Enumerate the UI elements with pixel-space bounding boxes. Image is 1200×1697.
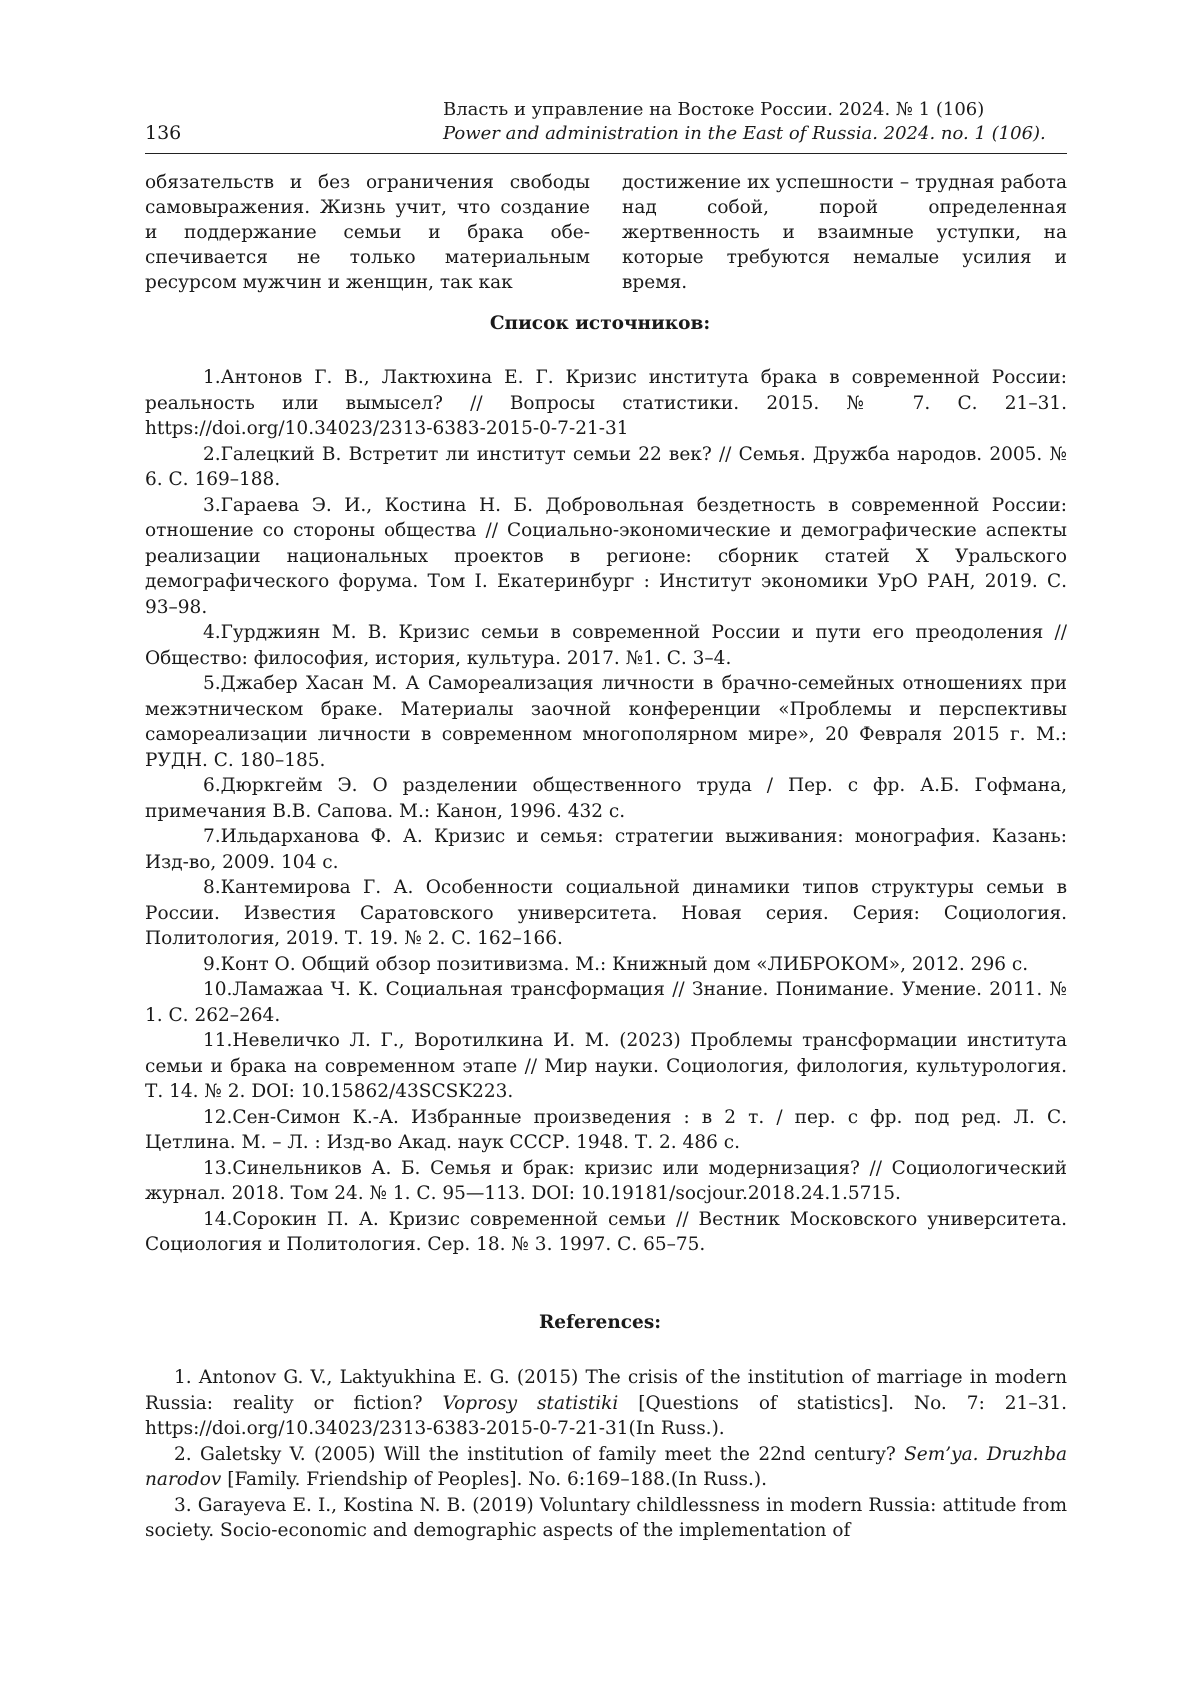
source-text: Гурджиян М. В. Кризис семьи в современной России и пути его преодоления // Общество: философия, история, культура. 2017. №1. С. 3–4.	[145, 622, 1067, 669]
source-number: 13.	[203, 1157, 233, 1179]
header-rule	[145, 153, 1067, 154]
source-text: Кантемирова Г. А. Особенности социальной динамики типов структуры семьи в России. Известия Саратовского университета. Новая серия. Серия: Социология. Политология, 2019. Т. 19. № 2. С. 162–166.	[145, 877, 1067, 949]
intro-right-column: достижение их успешности – трудная работа над собой, порой определенная жертвенность и взаимные уступки, на которые требуются немалые усилия и время.	[622, 172, 1067, 293]
source-item	[145, 671, 1067, 773]
source-number: 1.	[203, 367, 221, 388]
source-number: 2.	[203, 443, 221, 465]
source-text: Дюркгейм Э. О разделении общественного труда / Пер. с фр. А.Б. Гофмана, примечания В.В. Сапова. М.: Канон, 1996. 432 с.	[145, 775, 1067, 822]
source-text: Гараева Э. И., Костина Н. Б. Добровольная бездетность в современной России: отношение со стороны общества // Социально-экономические и демографические аспекты реализации национальных проектов в регионе: сборник статей X Уральского демографического форума. Том I. Екатеринбург : Институт экономики УрО РАН, 2019. С. 93–98.	[145, 494, 1067, 618]
reference-text: 2. Galetsky V. (2005) Will the institution of family meet the 22nd century?	[174, 1443, 905, 1465]
running-header	[443, 98, 1046, 146]
source-item	[145, 1207, 1067, 1258]
source-number: 3.	[203, 494, 221, 516]
references-heading: References:	[538, 1312, 662, 1333]
source-number: 6.	[203, 775, 221, 796]
intro-left-column: обязательств и без ограничения свободы самовыражения. Жизнь учит, что создание и поддержание семьи и брака обеспечивается не только материальным ресурсом мужчин и женщин, так как	[145, 172, 590, 293]
reference-text: 1. Antonov G. V., Laktyukhina E. G. (2015) The crisis of the institution of marriage in modern Russia: reality or fiction?	[145, 1367, 1067, 1414]
journal-title-en: Power and administration in the East of Russia. 2024. no. 1 (106).	[443, 123, 1046, 144]
source-number: 9.	[203, 953, 221, 975]
source-text: Сен-Симон К.-А. Избранные произведения : в 2 т. / пер. с фр. под ред. Л. С. Цетлина. М. – Л. : Изд-во Акад. наук СССР. 1948. Т. 2. 486 с.	[145, 1106, 1067, 1153]
source-number: 12.	[203, 1106, 233, 1128]
source-number: 11.	[203, 1030, 233, 1051]
source-number: 14.	[203, 1208, 233, 1230]
reference-journal: Voprosy statistiki	[442, 1392, 619, 1414]
reference-text-tail: [Family. Friendship of Peoples]. No. 6:169–188.(In Russ.).	[221, 1469, 767, 1490]
source-item	[145, 493, 1067, 621]
source-number: 8.	[203, 877, 221, 898]
source-text: Невеличко Л. Г., Воротилкина И. М. (2023) Проблемы трансформации института семьи и брака на современном этапе // Мир науки. Социология, филология, культурология. Т. 14. № 2. DOI: 10.15862/43SCSK223.	[145, 1030, 1067, 1102]
journal-title-ru: Власть и управление на Востоке России. 2024. № 1 (106)	[443, 99, 985, 120]
page-number: 136	[145, 122, 182, 144]
source-item	[145, 620, 1067, 671]
source-text: Ильдарханова Ф. А. Кризис и семья: стратегии выживания: монография. Казань: Изд-во, 2009. 104 с.	[145, 826, 1067, 873]
reference-text: 3. Garayeva E. I., Kostina N. B. (2019) Voluntary childlessness in modern Russia: attitude from society. Socio-economic and demographic aspects of the implementation of	[145, 1494, 1067, 1541]
source-number: 7.	[203, 826, 221, 847]
reference-item	[145, 1493, 1067, 1544]
sources-list	[145, 365, 1067, 1258]
reference-journal: Sem’ya. Druzhba narodov	[145, 1443, 1067, 1490]
source-item	[145, 875, 1067, 952]
source-text: Синельников А. Б. Семья и брак: кризис или модернизация? // Социологический журнал. 2018. Том 24. № 1. С. 95—113. DOI: 10.19181/socjour.2018.24.1.5715.	[145, 1157, 1067, 1204]
source-number: 10.	[203, 979, 233, 1000]
source-item	[145, 365, 1067, 442]
source-item	[145, 977, 1067, 1028]
source-item	[145, 1156, 1067, 1207]
source-number: 5.	[203, 673, 221, 694]
source-number: 4.	[203, 622, 221, 643]
sources-heading: Список источников:	[489, 313, 711, 334]
intro-columns	[145, 170, 1067, 295]
source-text: Сорокин П. А. Кризис современной семьи // Вестник Московского университета. Социология и Политология. Сер. 18. № 3. 1997. С. 65–75.	[145, 1208, 1067, 1255]
source-item	[145, 1028, 1067, 1105]
source-item	[145, 824, 1067, 875]
source-item	[145, 1105, 1067, 1156]
source-text: Конт О. Общий обзор позитивизма. М.: Книжный дом «ЛИБРОКОМ», 2012. 296 с.	[220, 953, 1029, 975]
source-text: Джабер Хасан М. А Самореализация личности в брачно-семейных отношениях при межэтническом браке. Материалы заочной конференции «Проблемы и перспективы самореализации личности в современном многополярном мире», 20 Февраля 2015 г. М.: РУДН. С. 180–185.	[145, 673, 1067, 771]
source-item	[145, 952, 1067, 978]
source-text: Галецкий В. Встретит ли институт семьи 22 век? // Семья. Дружба народов. 2005. № 6. С. 169–188.	[145, 443, 1067, 490]
reference-text-tail: [Questions of statistics]. No. 7: 21–31. https://doi.org/10.34023/2313-6383-2015-0-7-21-31(In Russ.).	[145, 1392, 1067, 1439]
source-item	[145, 442, 1067, 493]
references-list	[145, 1365, 1067, 1544]
source-text: Ламажаа Ч. К. Социальная трансформация // Знание. Понимание. Умение. 2011. № 1. С. 262–264.	[145, 979, 1067, 1026]
reference-item	[145, 1442, 1067, 1493]
reference-item	[145, 1365, 1067, 1442]
source-text: Антонов Г. В., Лактюхина Е. Г. Кризис института брака в современной России: реальность или вымысел? // Вопросы статистики. 2015. № 7. С. 21–31. https://doi.org/10.34023/2313-6383-2015-0-7-21-31	[145, 367, 1067, 439]
source-item	[145, 773, 1067, 824]
